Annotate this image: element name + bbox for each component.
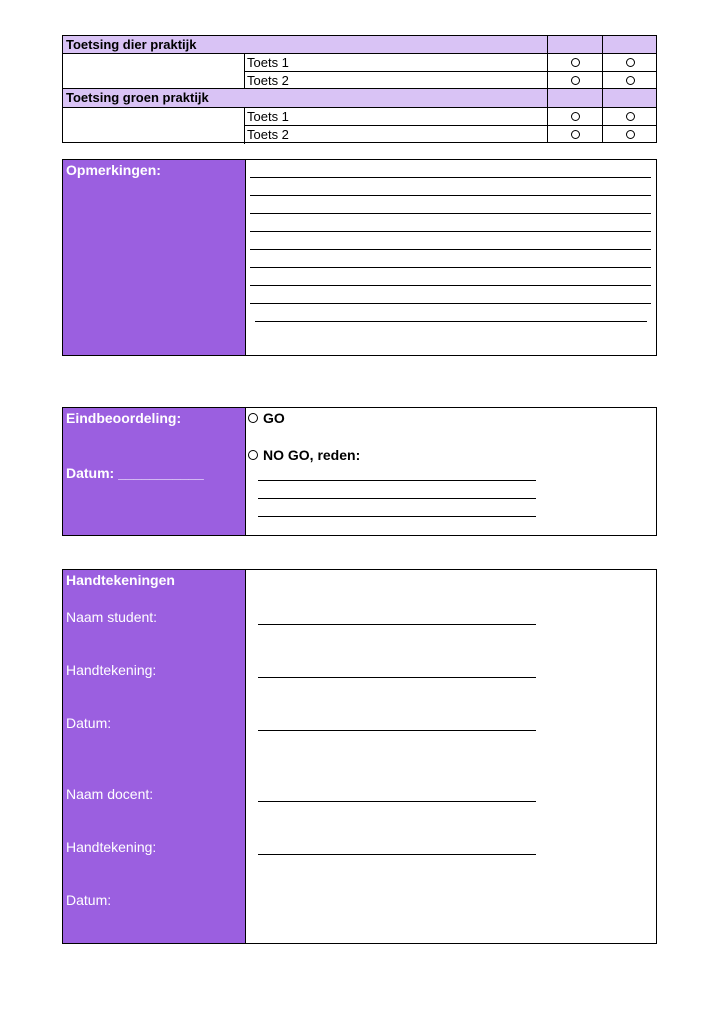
remarks-line[interactable] xyxy=(250,249,651,250)
radio-option[interactable] xyxy=(626,76,635,85)
student-date-label: Datum: xyxy=(66,715,112,731)
radio-option[interactable] xyxy=(626,58,635,67)
radio-option[interactable] xyxy=(571,112,580,121)
radio-option[interactable] xyxy=(571,130,580,139)
final-assessment-side xyxy=(63,408,246,535)
radio-option[interactable] xyxy=(571,58,580,67)
remarks-line[interactable] xyxy=(250,177,651,178)
signatures-box xyxy=(62,569,657,944)
student-name-label: Naam student: xyxy=(66,609,158,625)
go-option[interactable]: GO xyxy=(248,410,285,426)
section-header-dier xyxy=(63,36,656,54)
remarks-line[interactable] xyxy=(250,285,651,286)
remarks-line[interactable] xyxy=(250,213,651,214)
date-label: Datum: ___________ xyxy=(66,465,204,481)
teacher-name-line[interactable] xyxy=(258,801,536,802)
reason-line[interactable] xyxy=(258,516,536,517)
final-assessment-label: Eindbeoordeling: xyxy=(66,410,182,426)
teacher-date-label: Datum: xyxy=(66,892,112,908)
row-label: Toets 1 xyxy=(247,55,289,70)
nogo-option[interactable]: NO GO, reden: xyxy=(248,447,360,463)
remarks-side xyxy=(63,160,246,355)
remarks-line[interactable] xyxy=(250,195,651,196)
radio-option[interactable] xyxy=(626,130,635,139)
remarks-label: Opmerkingen: xyxy=(66,162,161,178)
teacher-signature-line[interactable] xyxy=(258,854,536,855)
remarks-line[interactable] xyxy=(250,231,651,232)
final-assessment-box xyxy=(62,407,657,536)
remarks-box xyxy=(62,159,657,356)
signatures-side xyxy=(63,570,246,943)
assessment-table xyxy=(62,35,657,143)
remarks-line[interactable] xyxy=(250,267,651,268)
row-label: Toets 2 xyxy=(247,73,289,88)
row-label: Toets 1 xyxy=(247,109,289,124)
teacher-name-label: Naam docent: xyxy=(66,786,154,802)
student-signature-label: Handtekening: xyxy=(66,662,157,678)
radio-icon xyxy=(248,450,258,460)
section-header-groen xyxy=(63,89,656,107)
remarks-line[interactable] xyxy=(250,303,651,304)
reason-line[interactable] xyxy=(258,498,536,499)
student-date-line[interactable] xyxy=(258,730,536,731)
signatures-title: Handtekeningen xyxy=(66,572,175,588)
reason-line[interactable] xyxy=(258,480,536,481)
section-title-dier: Toetsing dier praktijk xyxy=(66,37,197,52)
teacher-signature-label: Handtekening: xyxy=(66,839,157,855)
section-title-groen: Toetsing groen praktijk xyxy=(66,90,209,105)
radio-option[interactable] xyxy=(571,76,580,85)
remarks-line[interactable] xyxy=(255,321,647,322)
student-name-line[interactable] xyxy=(258,624,536,625)
row-label: Toets 2 xyxy=(247,127,289,142)
student-signature-line[interactable] xyxy=(258,677,536,678)
radio-icon xyxy=(248,413,258,423)
radio-option[interactable] xyxy=(626,112,635,121)
